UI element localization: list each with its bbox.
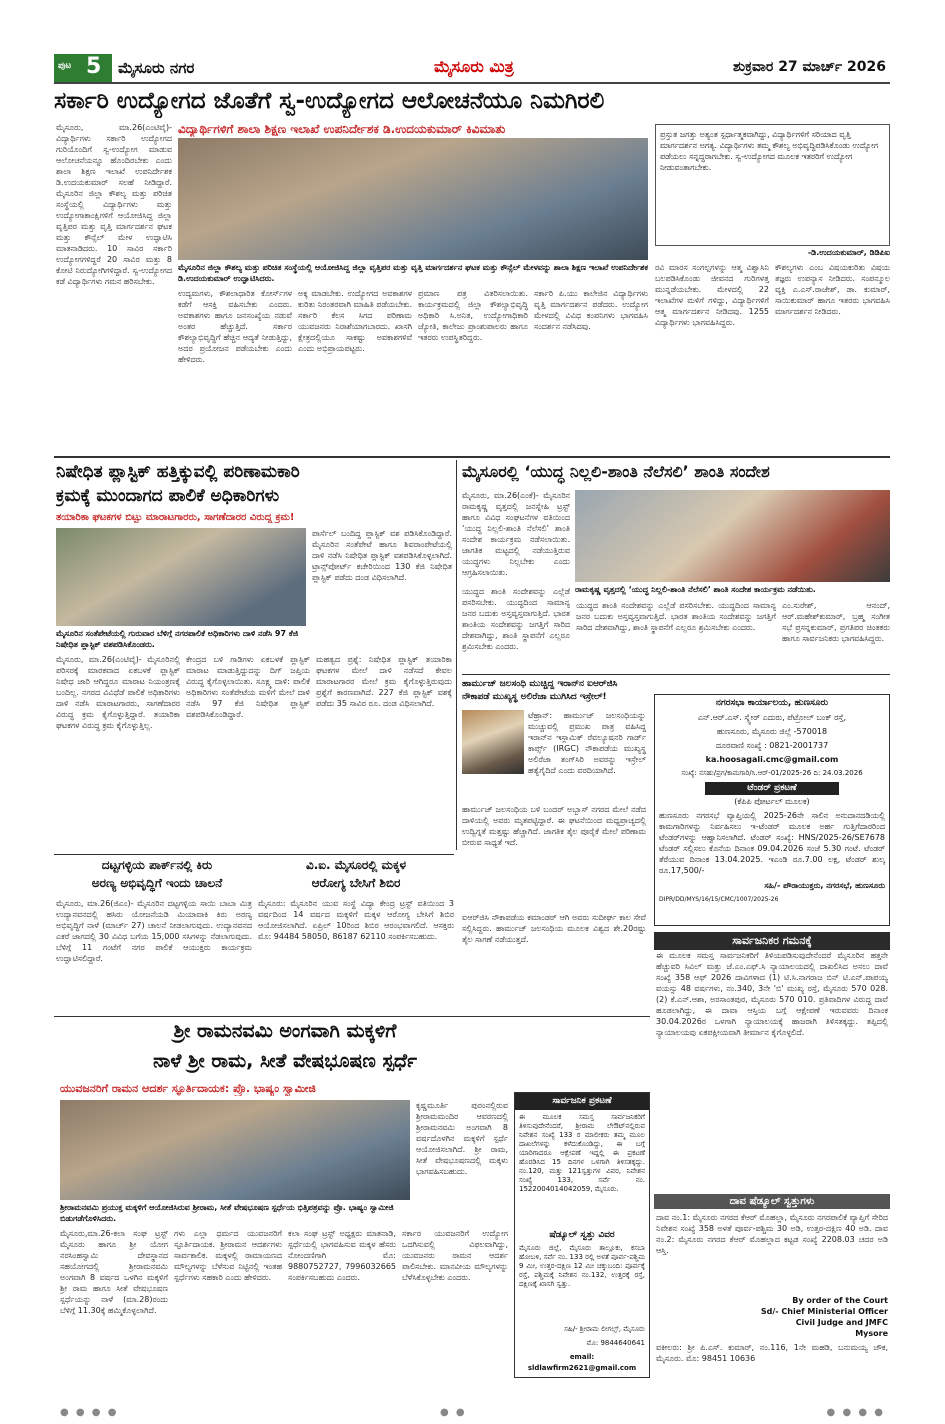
tender-office: ನಗರಸಭಾ ಕಾರ್ಯಾಲಯ, ಹುಣಸೂರು [715, 698, 829, 708]
public-notice-schedule: ಮೈಸೂರು ಜಿಲ್ಲೆ, ಮೈಸೂರು ತಾಲ್ಲೂಕು, ಕಸಬಾ ಹೋಬಳಿ, ಸರ್ವೆ ನಂ. 133 ರಲ್ಲಿ ಅಳತೆ ಪೂರ್ವ-ಪಶ್ಚಿಮ 9 ಮೀ, ಉತ್ತರ-ದಕ್ಷಿಣ 12 ಮೀ ಚಕ್ಕುಬಂದಿ: ಪೂರ್ವಕ್ಕೆ ರಸ್ತೆ, ಪಶ್ಚಿಮಕ್ಕೆ ನಿವೇಶನ ನಂ.132, ಉತ್ತರಕ್ಕೆ ರಸ್ತೆ, ದಕ್ಷಿಣಕ್ಕೆ ಖಾಸಗಿ ಸ್ವತ್ತು. [519, 1244, 645, 1288]
story3-body-b: ಯುದ್ಧದ ಶಾಂತಿ ಸಂದೇಶವನ್ನು ಎಲ್ಲೆಡೆ ಪಸರಿಸಬೇಕು. ಯುದ್ಧದಿಂದ ಸಾಮಾನ್ಯ ಜನರ ಬದುಕು ಅಸ್ತವ್ಯಸ್ತವಾಗುತ್ತಿದೆ. ಭಾರತ ಶಾಂತಿಯ ಸಂದೇಶವನ್ನು ಜಗತ್ತಿಗೆ ಸಾರಿದ ದೇಶವಾಗಿದ್ದು, ಶಾಂತಿ ಸ್ಥಾಪನೆಗೆ ಎಲ್ಲರೂ ಶ್ರಮಿಸಬೇಕು ಎಂದರು. [462, 587, 570, 651]
story2-body-c: ಕೇಂದ್ರದ ಬಳಿ ಗಾಡಿಗಳು ಏಕಬಳಕೆ ಪ್ಲಾಸ್ಟಿಕ್ ಮಾರಾಟ ಮಾಡುತ್ತಿದ್ದುದನ್ನು ದಿಗ್ ಜಪ್ತಿಯ ವಿರುದ್ಧ ಕೈಗೊಳ್ಳಲಾಯಿತು. ಸೂಕ್ಷ್ಮ ದಾಳಿ: ಪಾಲಿಕೆ ಅಧಿಕಾರಿಗಳು ಸಂತೆಪೇಟೆಯ ಮಳಿಗೆ ಮೇಲೆ ದಾಳಿ ನಡೆಸಿ 97 ಕೆಜಿ ನಿಷೇಧಿತ ಪ್ಲಾಸ್ಟಿಕ್ ವಶಪಡಿಸಿಕೊಂಡಿದ್ದಾರೆ. [186, 655, 310, 719]
story1-headline: ಸರ್ಕಾರಿ ಉದ್ಯೋಗದ ಜೊತೆಗೆ ಸ್ವ-ಉದ್ಯೋಗದ ಆಲೋಚನೆಯೂ ನಿಮಗಿರಲಿ [54, 88, 605, 114]
print-marks-center: ● ● [440, 1407, 467, 1418]
story6-body: ಮೈಸೂರು: ಮೈಸೂರಿನ ಯುವ ಸಂಸ್ಥೆ ವಿದ್ಯಾ ಕೇಂದ್ರ ಟ್ರಸ್ಟ್ ವತಿಯಿಂದ 3 ವರ್ಷದಿಂದ 14 ವರ್ಷದ ಮಕ್ಕಳಿಗೆ ಮಕ್ಕಳ ಆರೋಗ್ಯ ಬೇಸಿಗೆ ಶಿಬಿರ ಆಯೋಜಿಸಲಾಗಿದೆ. ಏಪ್ರಿಲ್ 10ರಿಂದ ಶಿಬಿರ ಆರಂಭವಾಗಲಿದೆ. ಆಸಕ್ತರು ಮೊ: 94484 58050, 86187 62110 ಸಂಪರ್ಕಿಸಬಹುದು. [258, 899, 454, 941]
notice-advocate: ವಕೀಲರು: ಶ್ರೀ ಪಿ.ಎಸ್. ಕುಮಾರ್, ನಂ.116, 1ನೇ ಮಹಡಿ, ಬನುಮಯ್ಯ ಚೌಕ, ಮೈಸೂರು. ಮೊ: 98451 10636 [656, 1343, 888, 1363]
story1-body-right2: ಕೌಶಲ್ಯಗಳು ಎಂಬ ವಿಷಯಕುರಿತು ವಿಷಯ ತಜ್ಞರು ಉಪನ್ಯಾಸ ನೀಡಿದರು. ಸಂಪನ್ಮೂಲ ವ್ಯಕ್ತಿ ಎ.ಎಸ್.ರಾಜೇಶ್, ಡಾ. ಕುಮಾರ್, ಸಾಯಿಕುಮಾರ್ ಹಾಗೂ ಇತರರು ಭಾಗವಹಿಸಿ ಮಾರ್ಗದರ್ಶನ ನೀಡಿದರು. [775, 263, 890, 316]
story1-body-mid2: ಅಕ್ಕ ಮಾಡಬೇಕು. ಉದ್ಯೋಗದ ಅವಕಾಶಗಳ ಕುರಿತು ನಿರಂತರವಾಗಿ ಮಾಹಿತಿ ಪಡೆಯಬೇಕು. ಸರ್ಕಾರಿ ಕೆಲಸ ಸಿಗದ ಪರಿಣಾಮ ಯುವಜನರು ನಿರಾಶೆಯಾಗಬಾರದು. ಖಾಸಗಿ ಕ್ಷೇತ್ರದಲ್ಲಿಯೂ ಸಾಕಷ್ಟು ಅವಕಾಶಗಳಿವೆ ಎಂದು ಅಭಿಪ್ರಾಯಪಟ್ಟರು. [298, 289, 412, 353]
story7-body-a: ಮೈಸೂರು,ಮಾ.26-ಕಲಾ ಸಂಘ ಟ್ರಸ್ಟ್ ಮೈಸೂರು ಹಾಗೂ ಶ್ರೀ ಯೋಗ ನರಸಿಂಹಸ್ವಾಮಿ ದೇವಸ್ಥಾನದ ಸಹಯೋಗದಲ್ಲಿ ಶ್ರೀರಾಮನವಮಿ ಅಂಗವಾಗಿ 8 ವರ್ಷದ ಒಳಗಿನ ಮಕ್ಕಳಿಗೆ ಶ್ರೀ ರಾಮ ಹಾಗೂ ಸೀತೆ ವೇಷಭೂಷಣ ಸ್ಪರ್ಧೆಯನ್ನು ನಾಳೆ (ಮಾ.28)ರಂದು ಬೆಳಿಗ್ಗೆ 11.30ಕ್ಕೆ ಹಮ್ಮಿಕೊಳ್ಳಲಾಗಿದೆ. [60, 1229, 168, 1315]
story2-headline-2: ಕ್ರಮಕ್ಕೆ ಮುಂದಾಗದ ಪಾಲಿಕೆ ಅಧಿಕಾರಿಗಳು [56, 486, 280, 506]
story4-body-c: ಐಆರ್‌ಜಿಸಿ ನೌಕಾಪಡೆಯ ಕಮಾಂಡರ್ ಆಗಿ ಅವರು ಸುದೀರ್ಘ ಕಾಲ ಸೇವೆ ಸಲ್ಲಿಸಿದ್ದರು. ಹಾರ್ಮುಜ್ ಜಲಸಂಧಿಯ ಮೂಲಕ ವಿಶ್ವದ ಶೇ.20ರಷ್ಟು ತೈಲ ಸಾಗಣೆ ನಡೆಯುತ್ತದೆ. [462, 913, 646, 944]
story2-body-b: ಮೈಸೂರು, ಮಾ.26(ಎಂಟಿವೈ)- ಮೈಸೂರಿನಲ್ಲಿ ಪರಿಸರಕ್ಕೆ ಮಾರಕವಾದ ಏಕಬಳಕೆ ಪ್ಲಾಸ್ಟಿಕ್ ನಿಷೇಧ ಜಾರಿ ಆಗಿದ್ದರೂ ಮಾರಾಟ ನಿಯಂತ್ರಣಕ್ಕೆ ಬಂದಿಲ್ಲ. ನಗರದ ವಿವಿಧೆಡೆ ಪಾಲಿಕೆ ಅಧಿಕಾರಿಗಳು ದಾಳಿ ನಡೆಸಿ ಮಾರಾಟಗಾರರು, ಸಾಗಣೆದಾರರ ವಿರುದ್ಧ ಕ್ರಮ ಕೈಗೊಳ್ಳುತ್ತಿದ್ದಾರೆ. ತಯಾರಿಕಾ ಘಟಕಗಳ ವಿರುದ್ಧ ಕ್ರಮ ಕೈಗೊಳ್ಳುತ್ತಿಲ್ಲ. [56, 655, 180, 730]
public-notice-schedule-title: ಷೆಡ್ಯೂಲ್ ಸ್ವತ್ತು ವಿವರ [549, 1230, 615, 1240]
story7-photo [60, 1100, 410, 1200]
tender-notice [654, 694, 890, 926]
divider [54, 456, 890, 458]
story1-body-mid: ಉದ್ಯಮಗಳು, ಕೌಶಲಾಧಾರಿತ ಕೋರ್ಸ್‌ಗಳ ಕಡೆಗೆ ಆಸಕ್ತಿ ವಹಿಸಬೇಕು ಎಂದರು. ಅವಕಾಶಗಳು ಹಾಗೂ ಜನಸಂಖ್ಯೆಯ ನಡುವೆ ಅಂತರ ಹೆಚ್ಚುತ್ತಿದೆ. ಸರ್ಕಾರ ಕೌಶಲ್ಯಾಭಿವೃದ್ಧಿಗೆ ಹೆಚ್ಚಿನ ಆದ್ಯತೆ ನೀಡುತ್ತಿದ್ದು, ಅದರ ಪ್ರಯೋಜನ ಪಡೆಯಬೇಕು ಎಂದು ಹೇಳಿದರು. [178, 289, 292, 364]
notice-schedule: ದಾವ ನಂ.1: ಮೈಸೂರು ನಗರದ ಕೆಆರ್ ಮೊಹಲ್ಲಾ, ಮೈಸೂರು ನಗರಪಾಲಿಕೆ ವ್ಯಾಪ್ತಿಗೆ ಸೇರಿದ ನಿವೇಶನ ಸಂಖ್ಯೆ 358 ಅಳತೆ ಪೂರ್ವ-ಪಶ್ಚಿಮ 30 ಅಡಿ, ಉತ್ತರ-ದಕ್ಷಿಣ 40 ಅಡಿ. ದಾವ ನಂ.2: ಮೈಸೂರು ನಗರದ ಕೆಆರ್ ಮೊಹಲ್ಲಾದ ಕಟ್ಟಡ ಸಂಖ್ಯೆ 2208.03 ಚದರ ಅಡಿ ಆಸ್ತಿ. [656, 1213, 888, 1255]
print-marks-left: ● ● ● ● [60, 1407, 119, 1418]
story7-subhead: ಯುವಜನರಿಗೆ ರಾಮನ ಆದರ್ಶ ಸ್ಫೂರ್ತಿದಾಯಕ: ಪ್ರೊ. ಭಾಷ್ಯಂ ಸ್ವಾಮೀಜಿ [60, 1082, 316, 1095]
court-place: Mysore [855, 1329, 888, 1338]
story1-photo [178, 138, 648, 260]
story7-body-b: ಗಳು ಎಲ್ಲಾ ಧರ್ಮದ ಯುವಜನರಿಗೆ ಸ್ಫೂರ್ತಿದಾಯಕ. ಶ್ರೀರಾಮನ ಆದರ್ಶಗಳು ಸಾರ್ವಕಾಲಿಕ. ಮಕ್ಕಳಲ್ಲಿ ರಾಮಾಯಣದ ಮೌಲ್ಯಗಳನ್ನು ಬೆಳೆಸುವ ನಿಟ್ಟಿನಲ್ಲಿ ಇಂತಹ ಸ್ಪರ್ಧೆಗಳು ಸಹಕಾರಿ ಎಂದು ಹೇಳಿದರು. [174, 1229, 282, 1282]
tender-address-2: ಹುಣಸೂರು, ಮೈಸೂರು ಜಿಲ್ಲೆ -570018 [716, 727, 828, 736]
story2-body-a: ಪಾರ್ಸೆಲ್ ಬಂದಿದ್ದ ಪ್ಲಾಸ್ಟಿಕ್ ವಶ ಪಡಿಸಿಕೊಂಡಿದ್ದಾರೆ. ಮೈಸೂರಿನ ಸಂತೆಪೇಟೆ ಹಾಗೂ ಶಿವರಾಂಪೇಟೆಯಲ್ಲಿ ದಾಳಿ ನಡೆಸಿ ನಿಷೇಧಿತ ಪ್ಲಾಸ್ಟಿಕ್ ವಶಪಡಿಸಿಕೊಳ್ಳಲಾಗಿದೆ. ಟ್ರಾನ್ಸ್‌ಪೋರ್ಟ್ ಕಚೇರಿಯಿಂದ 130 ಕೆಜಿ ನಿಷೇಧಿತ ಪ್ಲಾಸ್ಟಿಕ್ ಪಡೆದು ದಂಡ ವಿಧಿಸಲಾಗಿದೆ. [312, 529, 452, 582]
story4-body-b: ಹಾರ್ಮುಜ್ ಜಲಸಂಧಿಯ ಬಳಿ ಬಂದರ್ ಅಬ್ಬಾಸ್ ನಗರದ ಮೇಲೆ ನಡೆದ ದಾಳಿಯಲ್ಲಿ ಅವರು ಮೃತಪಟ್ಟಿದ್ದಾರೆ. ಈ ಘಟನೆಯಿಂದ ಮಧ್ಯಪ್ರಾಚ್ಯದಲ್ಲಿ ಉದ್ವಿಗ್ನತೆ ಮತ್ತಷ್ಟು ಹೆಚ್ಚಾಗಿದೆ. ಜಾಗತಿಕ ತೈಲ ಪೂರೈಕೆ ಮೇಲೆ ಪರಿಣಾಮ ಬೀರುವ ಸಾಧ್ಯತೆ ಇದೆ. [462, 805, 646, 847]
public-notice-email: email: sldlawfirm2621@gmail.com [527, 1353, 637, 1372]
story1-quote-author: -ಡಿ.ಉದಯಕುಮಾರ್, ಡಿಡಿಪಿಐ [807, 248, 890, 257]
public-notice-sign: ಸಹಿ/- ಶ್ರೀರಾಮ ಲೀಗಲ್ಸ್, ಮೈಸೂರು [564, 1325, 645, 1333]
story5-headline-1: ದಟ್ಟಗಳ್ಳಿಯ ಪಾರ್ಕ್‌ನಲ್ಲಿ ಕಿರು [101, 858, 213, 872]
page-number: 5 [86, 54, 102, 79]
story7-caption: ಶ್ರೀರಾಮನವಮಿ ಪ್ರಯುಕ್ತ ಮಕ್ಕಳಿಗೆ ಆಯೋಜಿಸಿರುವ ಶ್ರೀರಾಮ, ಸೀತೆ ವೇಷಭೂಷಣ ಸ್ಪರ್ಧೆಯ ಭಿತ್ತಿಪತ್ರವನ್ನು ಪ್ರೊ. ಭಾಷ್ಯಂ ಸ್ವಾಮೀಜಿ ಬಿಡುಗಡೆಗೊಳಿಸಿದರು. [60, 1202, 410, 1224]
story4-headline: ಹಾರ್ಮುಜ್ ಜಲಸಂಧಿ ಮುಚ್ಚಿದ್ದ ಇರಾನ್‌ನ ಐಆರ್‌ಜಿಸಿ ನೌಕಾಪಡೆ ಮುಖ್ಯಸ್ಥ ಅಲಿರೆಜಾ ಮುಗಿಸಿದ ಇಸ್ರೇಲ್! [462, 679, 618, 702]
section-title: ಮೈಸೂರು ನಗರ [118, 59, 195, 77]
story1-body-right: ರವಿ ಮಾರಸ ಸಂಗಲ್ಪಗಳನ್ನು ಆತ್ಮ ವಿಶ್ವಾಸಿನಿ ಬಲಪಡಿಸಿಕೊಂಡು ಜೀವನದ ಗುರಿಗಳತ್ತ ಮುನ್ನಡೆಯಬೇಕು. ಮೇಳದಲ್ಲಿ 22 ಇಲಾಖೆಗಳ ಮಳಿಗೆ ಗಳಿದ್ದು, ವಿದ್ಯಾರ್ಥಿಗಳಿಗೆ ಆತ್ಮ ಮಾರ್ಗದರ್ಶನ ನೀಡಿದವು. 1255 ವಿದ್ಯಾರ್ಥಿಗಳು ಭಾಗವಹಿಸಿದ್ದರು. [655, 263, 769, 327]
story3-body-b2: ಯುದ್ಧದ ಶಾಂತಿ ಸಂದೇಶವನ್ನು ಎಲ್ಲೆಡೆ ಪಸರಿಸಬೇಕು. ಯುದ್ಧದಿಂದ ಸಾಮಾನ್ಯ ಜನರ ಬದುಕು ಅಸ್ತವ್ಯಸ್ತವಾಗುತ್ತಿದೆ. ಭಾರತ ಶಾಂತಿಯ ಸಂದೇಶವನ್ನು ಜಗತ್ತಿಗೆ ಸಾರಿದ ದೇಶವಾಗಿದ್ದು, ಶಾಂತಿ ಸ್ಥಾಪನೆಗೆ ಎಲ್ಲರೂ ಶ್ರಮಿಸಬೇಕು ಎಂದರು. [576, 601, 776, 632]
story6-headline-2: ಆರೋಗ್ಯ ಬೇಸಿಗೆ ಶಿಬಿರ [311, 876, 401, 890]
tender-address-1: ಎನ್.ಆರ್.ಎಸ್. ಸ್ಕ್ವೇರ್ ಎದುರು, ಪೆಟ್ರೋಲ್ ಬಂಕ್ ರಸ್ತೆ, [697, 713, 847, 722]
story1-quote-box [655, 124, 890, 246]
divider [456, 460, 457, 850]
court-order: By order of the Court [792, 1296, 888, 1305]
notice-banner: ಸಾರ್ವಜನಿಕರ ಗಮನಕ್ಕೆ [654, 932, 890, 950]
date-line: ಶುಕ್ರವಾರ 27 ಮಾರ್ಚ್ 2026 [732, 59, 886, 75]
public-notice [514, 1092, 650, 1378]
story2-headline-1: ನಿಷೇಧಿತ ಪ್ಲಾಸ್ಟಿಕ್ ಹತ್ತಿಕ್ಕುವಲ್ಲಿ ಪರಿಣಾಮಕಾರಿ [56, 462, 300, 482]
story4-photo [462, 710, 524, 774]
court-name: Civil Judge and JMFC [795, 1318, 888, 1327]
notice-body: ಈ ಮೂಲಕ ಸಮಸ್ತ ಸಾರ್ವಜನಿಕರಿಗೆ ತಿಳಿಯಪಡಿಸುವುದೇನೆಂದರೆ ಮೈಸೂರಿನ ಹತ್ತನೇ ಹೆಚ್ಚುವರಿ ಸಿವಿಲ್ ಮತ್ತು ಜೆ.ಎಂ.ಎಫ್.ಸಿ ನ್ಯಾಯಾಲಯದಲ್ಲಿ ದಾಖಲಿಸಿದ ಅಸಲು ದಾವೆ ಸಂಖ್ಯೆ 358 ಆಫ್ 2026 ದಾವಿಗಳಾದ (1) ಟಿ.ಸಿ.ನಾಗರಾಜ ಬಿನ್ ಟಿ.ಎನ್.ಪಾಪಯ್ಯ ವಯಸ್ಸು 48 ವರ್ಷಗಳು, ನಂ.340, 3ನೇ 'ಬಿ' ಮುಖ್ಯ ರಸ್ತೆ, ಮೈಸೂರು 570 028. (2) ಕೆ.ಎನ್.ಆಶಾ, ಅರಸಾಂತಪುರ, ಮೈಸೂರು 570 010. ಪ್ರತಿವಾದಿಗಳ ವಿರುದ್ಧ ದಾವೆ ಹೂಡಲಾಗಿದ್ದು, ಈ ದಾವಾ ಆಸ್ತಿಯ ಬಗ್ಗೆ ಆಕ್ಷೇಪಣೆ ಇರುವವರು ದಿನಾಂಕ 30.04.2026ರ ಒಳಗಾಗಿ ನ್ಯಾಯಾಲಯಕ್ಕೆ ಹಾಜರಾಗಿ ತಿಳಿಸತಕ್ಕದ್ದು. ತಪ್ಪಿದಲ್ಲಿ ನ್ಯಾಯಾಲಯವು ಏಕಪಕ್ಷೀಯವಾಗಿ ತೀರ್ಮಾನ ಕೈಗೊಳ್ಳಲಿದೆ. [656, 951, 888, 1037]
story2-body-d: ಮಹತ್ವದ ಪ್ರಶ್ನೆ: ನಿಷೇಧಿತ ಪ್ಲಾಸ್ಟಿಕ್ ತಯಾರಿಕಾ ಘಟಕಗಳ ಮೇಲೆ ದಾಳಿ ನಡೆಸದೆ ಕೇವಲ ಮಾರಾಟಗಾರರ ಮೇಲೆ ಕ್ರಮ ಕೈಗೊಳ್ಳುತ್ತಿರುವುದು ಪ್ರಶ್ನೆಗೆ ಕಾರಣವಾಗಿದೆ. 227 ಕೆಜಿ ಪ್ಲಾಸ್ಟಿಕ್ ವಶಕ್ಕೆ ಪಡೆದು 35 ಸಾವಿರ ರೂ. ದಂಡ ವಿಧಿಸಲಾಗಿದೆ. [316, 655, 452, 708]
story3-photo [575, 490, 890, 582]
story1-body-mid3: ಪ್ರಮಾಣ ಪತ್ರ ವಿತರಿಸಲಾಯಿತು. ಕಾರ್ಯಕ್ರಮದಲ್ಲಿ ಜಿಲ್ಲಾ ಕೌಶಲ್ಯಾಭಿವೃದ್ಧಿ ಅಧಿಕಾರಿ ಸಿ.ಅನಿತ, ಉದ್ಯೋಗಾಧಿಕಾರಿ ಜ್ಯೋತಿ, ಕಾಲೇಜು ಪ್ರಾಂಶುಪಾಲರು ಹಾಗೂ ಇತರರು ಉಪಸ್ಥಿತರಿದ್ದರು. [418, 289, 528, 342]
court-officer: Sd/- Chief Ministerial Officer [760, 1307, 888, 1316]
story4-body-a: ಟೆಹ್ರಾನ್: ಹಾರ್ಮುಜ್ ಜಲಸಂಧಿಯನ್ನು ಮುಚ್ಚುವಲ್ಲಿ ಪ್ರಮುಖ ಪಾತ್ರ ವಹಿಸಿದ್ದ ಇರಾನ್‌ನ ಇಸ್ಲಾಮಿಕ್ ರೆವಲ್ಯೂಷನರಿ ಗಾರ್ಡ್ ಕಾರ್ಪ್ಸ್ (IRGC) ನೌಕಾಪಡೆಯ ಮುಖ್ಯಸ್ಥ ಅಲಿರೆಜಾ ತಂಗ್‌ಸಿರಿ ಅವರನ್ನು ಇಸ್ರೇಲ್ ಹತ್ಯೆಗೈದಿದೆ ಎಂದು ವರದಿಯಾಗಿದೆ. [528, 711, 646, 775]
story2-caption: ಮೈಸೂರಿನ ಸಂತೆಪೇಟೆಯಲ್ಲಿ ಗುರುವಾರ ಬೆಳಿಗ್ಗೆ ನಗರಪಾಲಿಕೆ ಅಧಿಕಾರಿಗಳು ದಾಳಿ ನಡೆಸಿ 97 ಕೆಜಿ ನಿಷೇಧಿತ ಪ್ಲಾಸ್ಟಿಕ್ ವಶಪಡಿಸಿಕೊಂಡರು. [56, 628, 306, 650]
story7-headline-1: ಶ್ರೀ ರಾಮನವಮಿ ಅಂಗವಾಗಿ ಮಕ್ಕಳಿಗೆ [173, 1020, 397, 1042]
tender-dipr: DIPR/DD/MYS/16/15/CMC/1007/2025-26 [659, 896, 779, 903]
story5-headline-2: ಅರಣ್ಯ ಅಭಿವೃದ್ಧಿಗೆ ಇಂದು ಚಾಲನೆ [91, 876, 223, 890]
story3-caption: ರಾಮಕೃಷ್ಣ ವೃತ್ತದಲ್ಲಿ ‘ಯುದ್ಧ ನಿಲ್ಲಲಿ-ಶಾಂತಿ ನೆಲೆಸಲಿ’ ಶಾಂತಿ ಸಂದೇಶ ಕಾರ್ಯಕ್ರಮ ನಡೆಯಿತು. [575, 584, 890, 596]
paper-logo: ಮೈಸೂರು ಮಿತ್ರ [434, 57, 514, 76]
divider [54, 854, 454, 855]
divider [462, 674, 890, 675]
story3-body-c: ಎಂ.ಸುರೇಶ್, ಆನಂದ್, ಆರ್.ಮಹೇಶ್‌ಕುಮಾರ್, ಬ್ರಹ್ಮ ಸಂಗೀತ ಸಭೆ ಪ್ರಸನ್ನಕುಮಾರ್, ಪ್ರಗತಿಪರ ಚಿಂತಕರು ಹಾಗೂ ಸಾರ್ವಜನಿಕರು ಭಾಗವಹಿಸಿದ್ದರು. [782, 601, 890, 643]
tender-sign: ಸಹಿ/- ಪೌರಾಯುಕ್ತರು, ನಗರಸಭೆ, ಹುಣಸೂರು [764, 881, 885, 890]
tender-ref: ಸಂಖ್ಯೆ: ನಸಹು/ಪ್ರಗ/ಕಾಮಗಾರಿ/ಸಿ.ಆರ್-01/2025-26 ದಿ: 24.03.2026 [681, 769, 863, 777]
story1-subhead: ವಿದ್ಯಾರ್ಥಿಗಳಿಗೆ ಶಾಲಾ ಶಿಕ್ಷಣ ಇಲಾಖೆ ಉಪನಿರ್ದೇಶಕ ಡಿ.ಉದಯಕುಮಾರ್ ಕಿವಿಮಾತು [178, 122, 506, 136]
tender-phone: ದೂರವಾಣಿ ಸಂಖ್ಯೆ : 0821-2001737 [715, 741, 829, 750]
story7-body-c: ಕಲಾ ಸಂಘ ಟ್ರಸ್ಟ್ ಅಧ್ಯಕ್ಷರು ಮಾತನಾಡಿ, ಸ್ಪರ್ಧೆಯಲ್ಲಿ ಭಾಗವಹಿಸುವ ಮಕ್ಕಳ ಹೆಸರು ನೋಂದಣಿಗಾಗಿ ಮೊ: 9880752727, 7996032665 ಸಂಪರ್ಕಿಸಬಹುದು ಎಂದರು. [288, 1229, 396, 1282]
story1-body-mid4: ಸರ್ಕಾರಿ ಪಿ.ಯು ಕಾಲೇಜಿನ ವಿದ್ಯಾರ್ಥಿಗಳು ವೃತ್ತಿ ಮಾರ್ಗದರ್ಶನ ಪಡೆದರು. ಉದ್ಯೋಗ ಮೇಳದಲ್ಲಿ ವಿವಿಧ ಕಂಪನಿಗಳು ಭಾಗವಹಿಸಿ ಸಂದರ್ಶನ ನಡೆಸಿದವು. [534, 289, 648, 331]
tender-email: ka.hoosagali.cmc@gmail.com [705, 755, 839, 764]
tender-body: ಹುಣಸೂರು ನಗರಸಭೆ ವ್ಯಾಪ್ತಿಯಲ್ಲಿ 2025-26ನೇ ಸಾಲಿನ ಅನುದಾನದಡಿಯಲ್ಲಿ ಕಾಮಗಾರಿಗಳನ್ನು ನಿರ್ವಹಿಸಲು ಇ-ಟೆಂಡರ್ ಮೂಲಕ ಅರ್ಹ ಗುತ್ತಿಗೆದಾರರಿಂದ ಟೆಂಡರ್‌ಗಳನ್ನು ಆಹ್ವಾನಿಸಲಾಗಿದೆ. ಟೆಂಡರ್ ಸಂಖ್ಯೆ: HNS/2025-26/SE7678 ಟೆಂಡರ್ ಸಲ್ಲಿಸಲು ಕೊನೆಯ ದಿನಾಂಕ 09.04.2026 ಸಂಜೆ 5.30 ಗಂಟೆ. ಟೆಂಡರ್ ತೆರೆಯುವ ದಿನಾಂಕ 13.04.2025. ಇಎಂಡಿ ರೂ.7.00 ಲಕ್ಷ, ಟೆಂಡರ್ ಶುಲ್ಕ ರೂ.17,500/- [659, 811, 885, 875]
story2-subhead: ತಯಾರಿಕಾ ಘಟಕಗಳ ಬಿಟ್ಟು ಮಾರಾಟಗಾರರು, ಸಾಗಣೆದಾರರ ವಿರುದ್ಧ ಕ್ರಮ! [56, 512, 295, 523]
notice-schedule-title: ದಾವ ಷೆಡ್ಯೂಲ್ ಸ್ವತ್ತುಗಳು [654, 1194, 890, 1209]
story1-quote: ಪ್ರಸ್ತುತ ಜಗತ್ತು ಅತ್ಯಂತ ಸ್ಪರ್ಧಾತ್ಮಕವಾಗಿದ್ದು, ವಿದ್ಯಾರ್ಥಿಗಳಿಗೆ ಸರಿಯಾದ ವೃತ್ತಿ ಮಾರ್ಗದರ್ಶನ ಅಗತ್ಯ. ವಿದ್ಯಾರ್ಥಿಗಳು ತಮ್ಮ ಕೌಶಲ್ಯ ಅಭಿವೃದ್ಧಿಪಡಿಸಿಕೊಂಡು ಉದ್ಯೋಗ ಪಡೆಯಲು ಸನ್ನದ್ಧರಾಗಬೇಕು. ಸ್ವ-ಉದ್ಯೋಗದ ಮೂಲಕ ಇತರರಿಗೆ ಉದ್ಯೋಗ ನೀಡುವಂತಾಗಬೇಕು. [660, 130, 879, 172]
story7-side: ಕೃಷ್ಣಮೂರ್ತಿ ಪುರಂನಲ್ಲಿರುವ ಶ್ರೀರಾಮಮಂದಿರ ಆವರಣದಲ್ಲಿ ಶ್ರೀರಾಮನವಮಿ ಅಂಗವಾಗಿ 8 ವರ್ಷದೊಳಗಿನ ಮಕ್ಕಳಿಗೆ ಸ್ಪರ್ಧೆ ಆಯೋಜಿಸಲಾಗಿದೆ. ಶ್ರೀ ರಾಮ, ಸೀತೆ ವೇಷಭೂಷಣದಲ್ಲಿ ಮಕ್ಕಳು ಭಾಗವಹಿಸಬಹುದು. [416, 1101, 508, 1176]
divider [54, 1016, 650, 1017]
public-notice-phone: ಮೊ: 9844640641 [586, 1339, 645, 1347]
page-number-badge [54, 54, 112, 82]
story2-photo [56, 528, 306, 626]
tender-title-2: (ಕೆಪಿಪಿ ಪೋರ್ಟಲ್ ಮೂಲಕ) [734, 797, 810, 806]
masthead [54, 54, 890, 84]
public-notice-body: ಈ ಮೂಲಕ ಸಮಸ್ತ ಸಾರ್ವಜನಿಕರಿಗೆ ತಿಳಿಸುವುದೇನೆಂದರೆ, ಶ್ರೀರಾಮ ಲೇಔಟ್‌ನಲ್ಲಿರುವ ನಿವೇಶನ ಸಂಖ್ಯೆ 133 ರ ಮಾಲೀಕರು ತಮ್ಮ ಮೂಲ ದಾಖಲೆಗಳನ್ನು ಕಳೆದುಕೊಂಡಿದ್ದು, ಈ ಬಗ್ಗೆ ಯಾರಿಗಾದರೂ ಆಕ್ಷೇಪಣೆ ಇದ್ದಲ್ಲಿ ಈ ಪ್ರಕಟಣೆ ಹೊರಡಿಸಿದ 15 ದಿನಗಳ ಒಳಗಾಗಿ ತಿಳಿಸತಕ್ಕದ್ದು. ನಂ.120, ಮತ್ತು 121ಸ್ವತ್ತುಗಳ ವಿವರ, ನಿವೇಶನ ಸಂಖ್ಯೆ 133, ಸರ್ವೆ ನಂ. 1522004014042059, ಮೈಸೂರು. [519, 1113, 645, 1193]
story1-body-left: ಮೈಸೂರು, ಮಾ.26(ಎಂಟಿವೈ)- ವಿದ್ಯಾರ್ಥಿಗಳು ಸರ್ಕಾರಿ ಉದ್ಯೋಗದ ಗುರಿಯೊಂದಿಗೆ ಸ್ವ-ಉದ್ಯೋಗ ಮಾಡುವ ಆಲೋಚನೆಯನ್ನೂ ಹೊಂದಿರಬೇಕು ಎಂದು ಶಾಲಾ ಶಿಕ್ಷಣ ಇಲಾಖೆ ಉಪನಿರ್ದೇಶಕ ಡಿ.ಉದಯಕುಮಾರ್ ಸಲಹೆ ನೀಡಿದ್ದಾರೆ. ಮೈಸೂರಿನ ಜಿಲ್ಲಾ ಕೌಶಲ್ಯ ಮತ್ತು ಪರಿಚಿತ ಸಂಸ್ಥೆಯಲ್ಲಿ ವಿದ್ಯಾರ್ಥಿಗಳು ಮತ್ತು ಉದ್ಯೋಗಾಕಾಂಕ್ಷಿಗಳಿಗೆ ಆಯೋಜಿಸಿದ್ದ ಜಿಲ್ಲಾ ವೃತ್ತಿಪರ ಮತ್ತು ವೃತ್ತಿ ಮಾರ್ಗದರ್ಶನ ಘಟಕ ಮತ್ತು ಕೌನ್ಸೆಲ್ ಮೇಳ ಉದ್ಘಾಟಿಸಿ ಮಾತನಾಡಿದರು. 10 ಸಾವಿರ ಸರ್ಕಾರಿ ಉದ್ಯೋಗಗಳಿದ್ದರೆ 20 ಸಾವಿರ ಮತ್ತು 8 ಕೋಟಿ ನಿರುದ್ಯೋಗಿಗಳಿದ್ದಾರೆ. ಸ್ವ-ಉದ್ಯೋಗದ ಕಡೆ ವಿದ್ಯಾರ್ಥಿಗಳು ಗಮನ ಹರಿಸಬೇಕು. [56, 123, 172, 286]
story6-headline-1: ವಿ.ಐ. ಮೈಸೂರಲ್ಲಿ ಮಕ್ಕಳ [305, 858, 407, 872]
story1-caption: ಮೈಸೂರಿನ ಜಿಲ್ಲಾ ಕೌಶಲ್ಯ ಮತ್ತು ಪರಿಚಿತ ಸಂಸ್ಥೆಯಲ್ಲಿ ಆಯೋಜಿಸಿದ್ದ ಜಿಲ್ಲಾ ವೃತ್ತಿಪರ ಮತ್ತು ವೃತ್ತಿ ಮಾರ್ಗದರ್ಶನ ಘಟಕ ಮತ್ತು ಕೌನ್ಸೆಲ್ ಮೇಳವನ್ನು ಶಾಲಾ ಶಿಕ್ಷಣ ಇಲಾಖೆ ಉಪನಿರ್ದೇಶಕ ಡಿ.ಉದಯಕುಮಾರ್ ಉದ್ಘಾಟಿಸಿದರು. [178, 263, 648, 283]
story5-body: ಮೈಸೂರು, ಮಾ.26(ಜಿಎಂ)- ಮೈಸೂರಿನ ದಟ್ಟಗಳ್ಳಿಯ ಸಾಯಿ ಬಾಬಾ ಮಿತ್ರ ಉದ್ಯಾನವನದಲ್ಲಿ ಹಸಿರು ಯೋಜನೆಯಡಿ ಮಿಯಾವಾಕಿ ಕಿರು ಅರಣ್ಯ ಅಭಿವೃದ್ಧಿಗೆ ನಾಳೆ (ಮಾರ್ಚ್ 27) ಚಾಲನೆ ನೀಡಲಾಗುವುದು. ಉದ್ಯಾನವನದ ಎಕರೆ ಜಾಗದಲ್ಲಿ 30 ವಿವಿಧ ಬಗೆಯ 15,000 ಸಸಿಗಳನ್ನು ನೆಡಲಾಗುವುದು. ಬೆಳಿಗ್ಗೆ 11 ಗಂಟೆಗೆ ನಗರ ಪಾಲಿಕೆ ಆಯುಕ್ತರು ಕಾರ್ಯಕ್ರಮ ಉದ್ಘಾಟಿಸಲಿದ್ದಾರೆ. [56, 899, 252, 963]
story3-headline: ಮೈಸೂರಲ್ಲಿ ‘ಯುದ್ಧ ನಿಲ್ಲಲಿ-ಶಾಂತಿ ನೆಲೆಸಲಿ’ ಶಾಂತಿ ಸಂದೇಶ [462, 462, 770, 481]
story3-body-a: ಮೈಸೂರು, ಮಾ.26(ಎಂಕೆ)- ಮೈಸೂರಿನ ರಾಮಕೃಷ್ಣ ವೃತ್ತದಲ್ಲಿ ಜನಸ್ನೇಹಿ ಟ್ರಸ್ಟ್ ಹಾಗೂ ವಿವಿಧ ಸಂಘಟನೆಗಳ ವತಿಯಿಂದ ‘ಯುದ್ಧ ನಿಲ್ಲಲಿ-ಶಾಂತಿ ನೆಲೆಸಲಿ’ ಶಾಂತಿ ಸಂದೇಶ ಕಾರ್ಯಕ್ರಮ ನಡೆಸಲಾಯಿತು. ಜಾಗತಿಕ ಮಟ್ಟದಲ್ಲಿ ನಡೆಯುತ್ತಿರುವ ಯುದ್ಧಗಳು ನಿಲ್ಲಬೇಕು ಎಂದು ಆಗ್ರಹಿಸಲಾಯಿತು. [462, 491, 570, 577]
page-label: ಪುಟ [58, 61, 72, 71]
tender-title: ಟೆಂಡರ್ ಪ್ರಕಟಣೆ [705, 782, 839, 795]
story7-body-d: ಸರ್ಕಾರ ಯುವಜನರಿಗೆ ಉದ್ಯೋಗ ಒದಗಿಸುವಲ್ಲಿ ವಿಫಲವಾಗಿದ್ದು, ಯುವಜನರು ರಾಮನ ಆದರ್ಶ ಪಾಲಿಸಬೇಕು. ಮಾನವೀಯ ಮೌಲ್ಯಗಳನ್ನು ಬೆಳೆಸಿಕೊಳ್ಳಬೇಕು ಎಂದರು. [402, 1229, 508, 1282]
public-notice-title: ಸಾರ್ವಜನಿಕ ಪ್ರಕಟಣೆ [515, 1093, 649, 1110]
story7-headline-2: ನಾಳೆ ಶ್ರೀ ರಾಮ, ಸೀತೆ ವೇಷಭೂಷಣ ಸ್ಪರ್ಧೆ [153, 1050, 417, 1072]
print-marks-right: ● ● ● ● [826, 1407, 885, 1418]
